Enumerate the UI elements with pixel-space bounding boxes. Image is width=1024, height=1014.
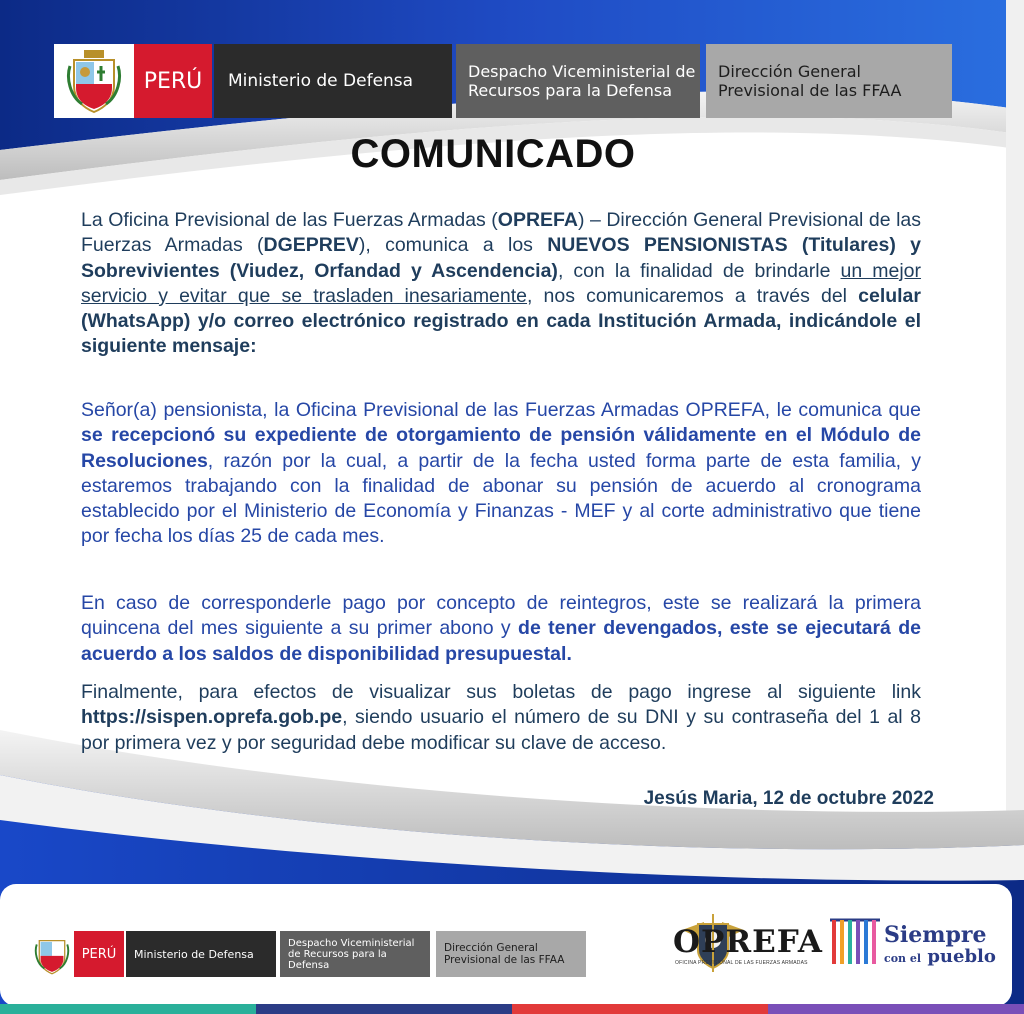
bottom-color-strip [0, 1004, 1024, 1014]
header-logo-bar [54, 44, 952, 118]
place-date: Jesús Maria, 12 de octubre 2022 [643, 788, 934, 809]
intro-text-3: ), comunica a los [358, 234, 548, 257]
strip-red [512, 1004, 768, 1014]
intro-bold-oprefa: OPREFA [497, 209, 578, 231]
link-text-1: Finalmente, para efectos de visualizar sus boletas de pago ingrese al siguiente link [81, 681, 921, 703]
intro-bold-contact: celular (WhatsApp) y/o correo electrónico registrado en cada Institución Armada, indicándole el siguiente mensaje: [81, 284, 921, 358]
sispen-link[interactable]: https://sispen.oprefa.gob.pe [81, 706, 343, 729]
paragraph-reintegros [81, 591, 921, 667]
intro-bold-dgeprev: DGEPREV [263, 234, 359, 257]
reintegros-bold: de tener devengados, este se ejecutará de acuerdo a los saldos de disponibilidad presupuestal. [81, 617, 921, 665]
oprefa-logo-subtitle: OFICINA PREVISIONAL DE LAS FUERZAS ARMADAS [675, 960, 808, 966]
con-el-label: con el [884, 952, 922, 965]
reintegros-text: En caso de corresponderle pago por concepto de reintegros, este se realizará la primera quincena del mes siguiente a su primer abono y [81, 592, 921, 640]
link-text-2: , siendo usuario el número de su DNI y su contraseña del 1 al 8 por primera vez y por seguridad debe modificar su clave de acceso. [81, 706, 921, 754]
oprefa-logo-text: OPREFA [673, 924, 823, 960]
con-el-pueblo-text [884, 946, 996, 967]
page-title: COMUNICADO [350, 132, 636, 176]
message-text-2: , razón por la cual, a partir de la fecha usted forma parte de esta familia, y estaremos trabajando con la finalidad de abonar su pensión de acuerdo al cronograma establecido por el Ministerio de Economía y Finanzas - MEF y al corte administrativo que tiene por fecha los días 25 de cada mes. [81, 449, 921, 548]
strip-teal [0, 1004, 256, 1014]
peru-label: PERÚ [134, 44, 212, 118]
intro-text-5: , nos comunicaremos a través del [527, 284, 859, 307]
ministry-label: Ministerio de Defensa [214, 44, 452, 118]
national-crest-icon [54, 44, 134, 118]
footer-peru-label: PERÚ [74, 931, 124, 977]
siempre-logo-icon [828, 916, 882, 968]
footer-direction-label: Dirección General Previsional de las FFAA [436, 931, 586, 977]
footer-logo-bar [30, 931, 586, 977]
strip-navy [256, 1004, 512, 1014]
intro-text-2: ) – Dirección General Previsional de las Fuerzas Armadas ( [81, 209, 921, 257]
pueblo-label: pueblo [927, 946, 996, 967]
footer-ministry-label: Ministerio de Defensa [126, 931, 276, 977]
footer-crest-icon [30, 931, 74, 977]
message-bold: se recepcionó su expediente de otorgamiento de pensión válidamente en el Módulo de Resoluciones [81, 424, 921, 472]
paragraph-link [81, 680, 921, 756]
siempre-logo-text: Siempre [884, 922, 987, 948]
message-text-1: Señor(a) pensionista, la Oficina Previsional de las Fuerzas Armadas OPREFA, le comunica que [81, 399, 921, 421]
intro-text-1: La Oficina Previsional de las Fuerzas Armadas ( [81, 209, 498, 231]
direction-label: Dirección General Previsional de las FFAA [706, 44, 952, 118]
strip-purple [768, 1004, 1024, 1014]
paragraph-message [81, 398, 921, 550]
footer-vice-ministry-label: Despacho Viceministerial de Recursos para la Defensa [280, 931, 430, 977]
vice-ministry-label: Despacho Viceministerial de Recursos para la Defensa [456, 44, 700, 118]
paragraph-intro [81, 208, 921, 360]
intro-underlined: un mejor servicio y evitar que se trasladen inesariamente [81, 259, 922, 307]
intro-text-4: , con la finalidad de brindarle [557, 259, 841, 282]
intro-bold-pensionistas: NUEVOS PENSIONISTAS (Titulares) y Sobrevivientes (Viudez, Orfandad y Ascendencia) [81, 234, 921, 282]
